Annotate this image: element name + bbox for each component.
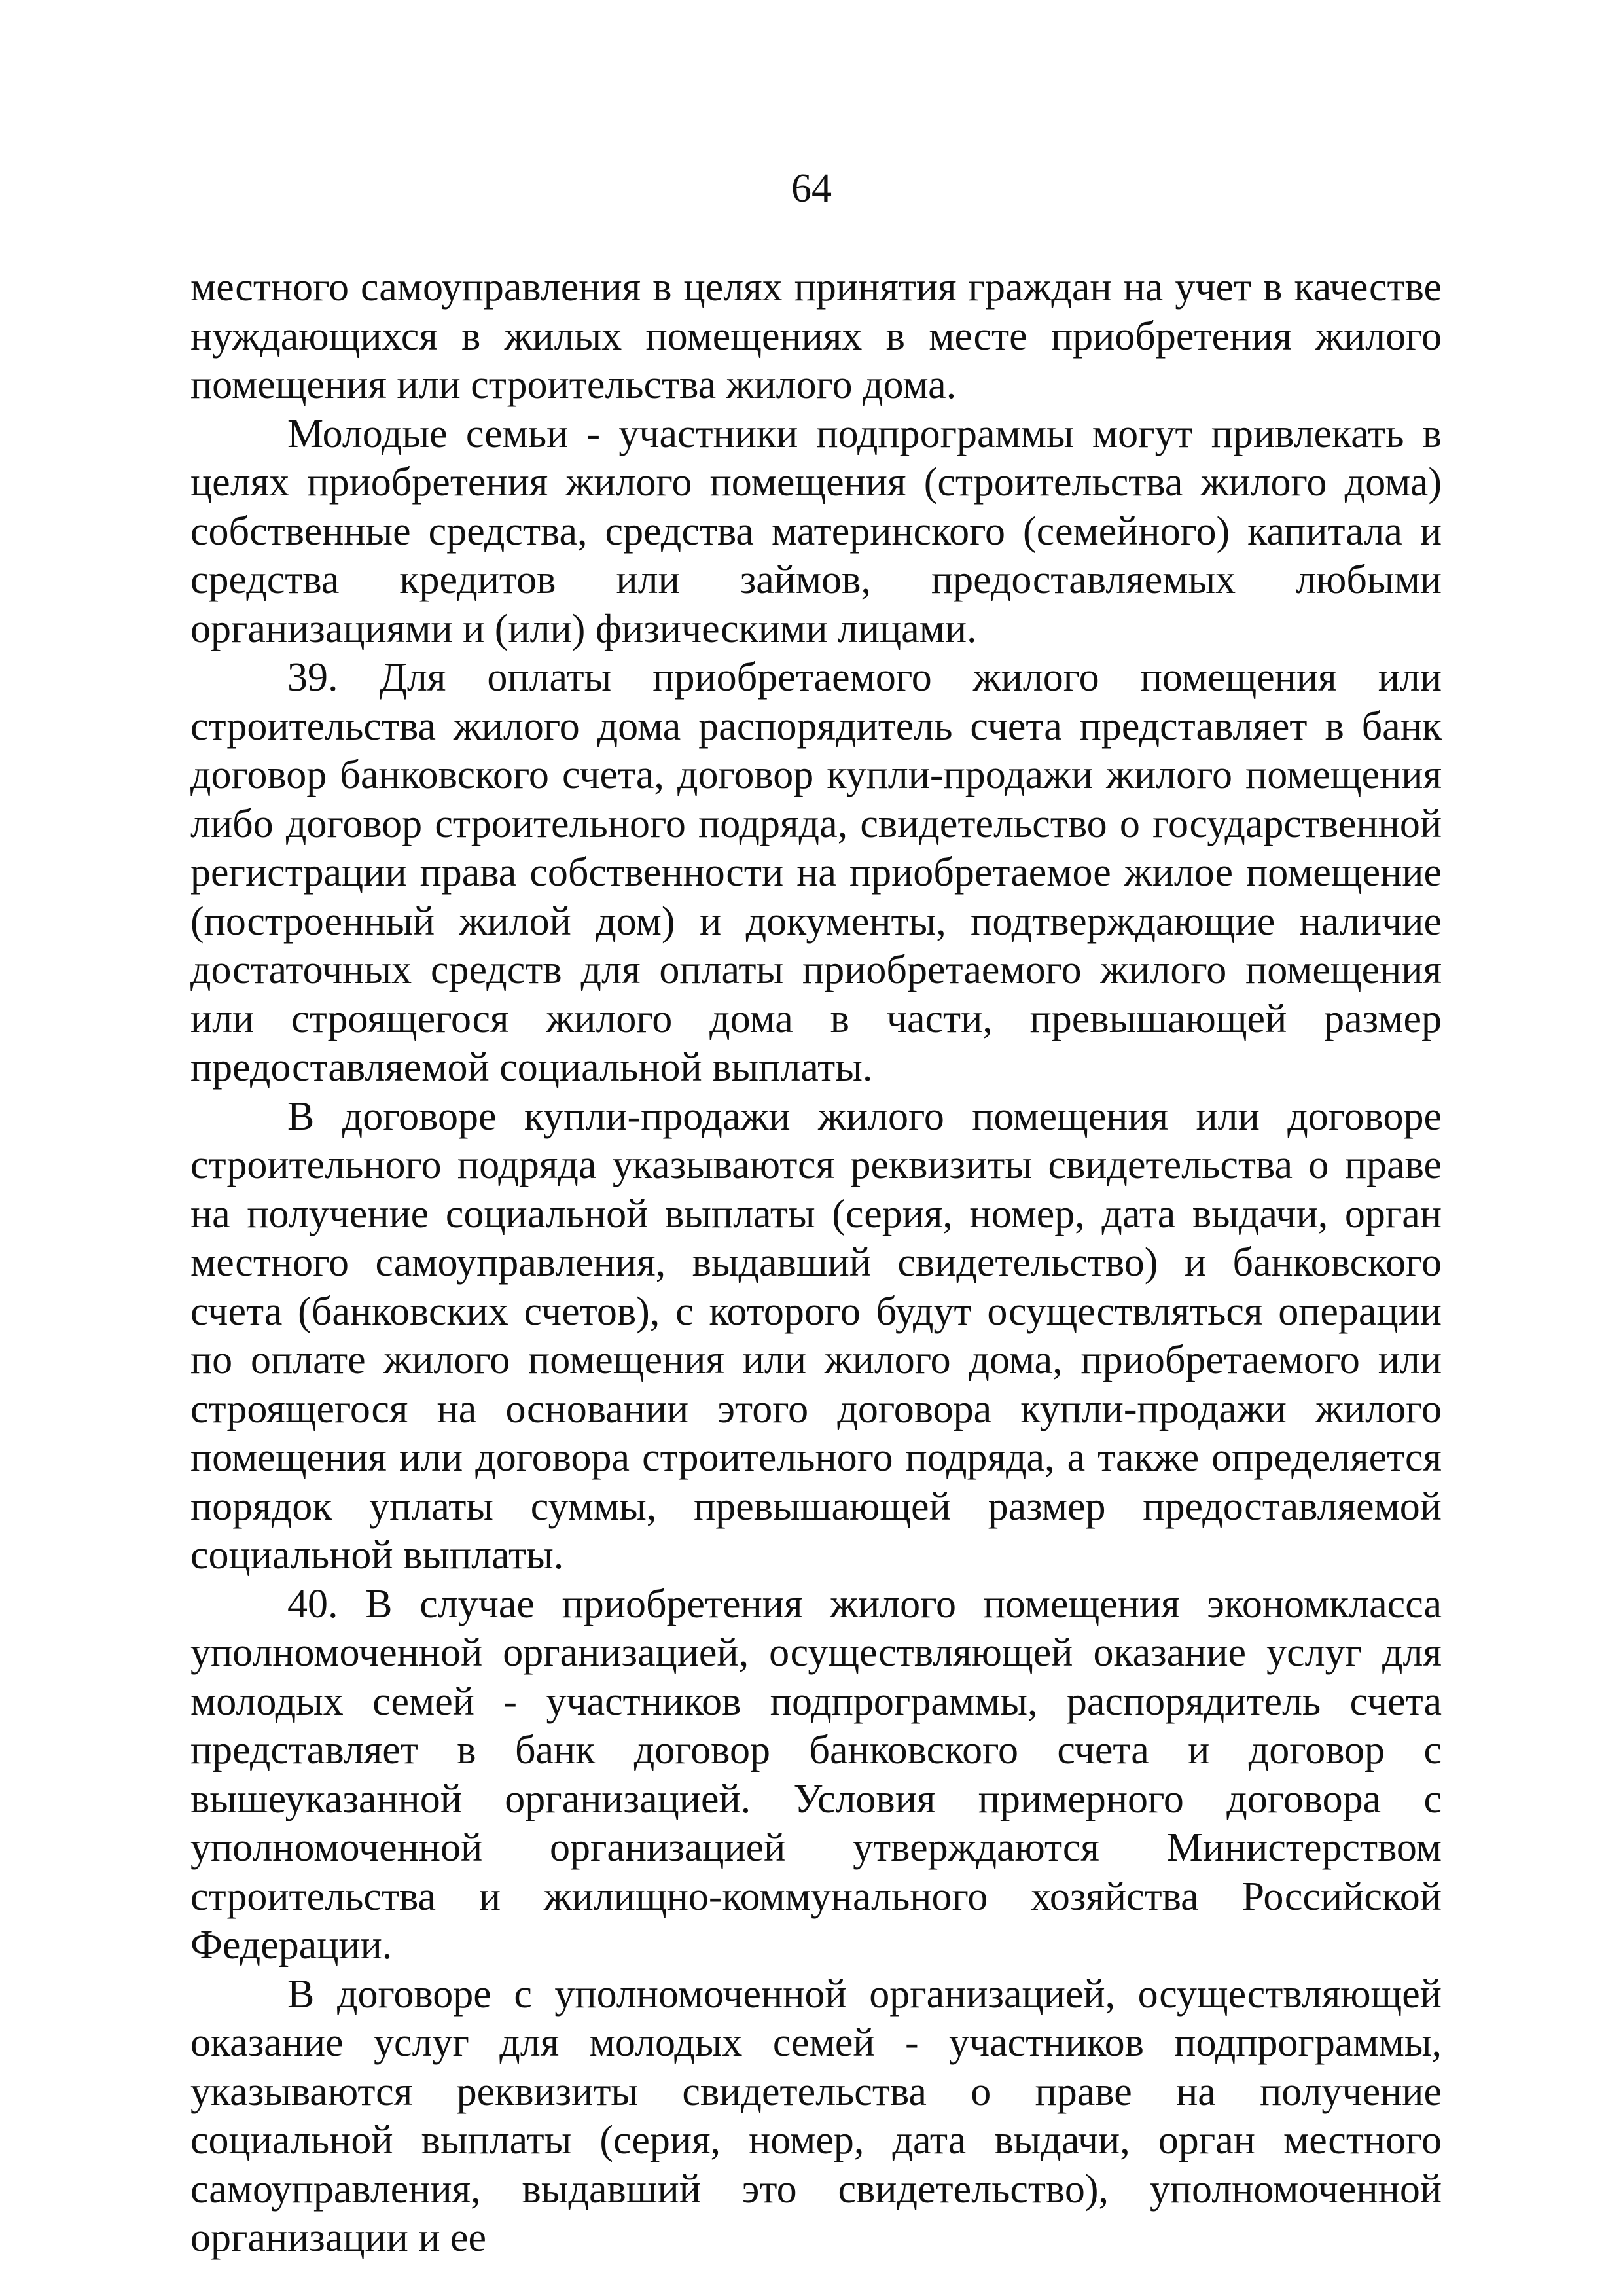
page-number: 64 bbox=[791, 166, 832, 211]
paragraph-authorized-organization-contract: В договоре с уполномоченной организацией, осуществляющей оказание услуг для молодых семей - участников подпрограммы, указываются реквизиты свидетельства о праве на получение социальной выплаты (серия, номер, дата выдачи, орган местного самоуправления, выдавший это свидетельство), уполномоченной организации и ее bbox=[190, 1971, 1442, 2260]
paragraph-clause-40: 40. В случае приобретения жилого помещения экономкласса уполномоченной организацией, осуществляющей оказание услуг для молодых семей - участников подпрограммы, распорядитель счета представляет в банк договор банковского счета и договор с вышеуказанной организацией. Условия примерного договора с уполномоченной организацией утверждаются Министерством строительства и жилищно-коммунального хозяйства Российской Федерации. bbox=[190, 1581, 1442, 1967]
paragraph-continuation: местного самоуправления в целях принятия граждан на учет в качестве нуждающихся в жилых помещениях в месте приобретения жилого помещения или строительства жилого дома. bbox=[190, 265, 1442, 407]
document-body bbox=[190, 263, 1442, 2263]
paragraph-clause-39: 39. Для оплаты приобретаемого жилого помещения или строительства жилого дома распорядитель счета представляет в банк договор банковского счета, договор купли-продажи жилого помещения либо договор строительного подряда, свидетельство о государственной регистрации права собственности на приобретаемое жилое помещение (построенный жилой дом) и документы, подтверждающие наличие достаточных средств для оплаты приобретаемого жилого помещения или строящегося жилого дома в части, превышающей размер предоставляемой социальной выплаты. bbox=[190, 655, 1442, 1090]
paragraph-purchase-contract-details: В договоре купли-продажи жилого помещения или договоре строительного подряда указываются реквизиты свидетельства о праве на получение социальной выплаты (серия, номер, дата выдачи, орган местного самоуправления, выдавший свидетельство) и банковского счета (банковских счетов), с которого будут осуществляться операции по оплате жилого помещения или жилого дома, приобретаемого или строящегося на основании этого договора купли-продажи жилого помещения или договора строительного подряда, а также определяется порядок уплаты суммы, превышающей размер предоставляемой социальной выплаты. bbox=[190, 1094, 1442, 1577]
paragraph-young-families-funds: Молодые семьи - участники подпрограммы могут привлекать в целях приобретения жилого помещения (строительства жилого дома) собственные средства, средства материнского (семейного) капитала и средства кредитов или займов, предоставляемых любыми организациями и (или) физическими лицами. bbox=[190, 411, 1442, 651]
